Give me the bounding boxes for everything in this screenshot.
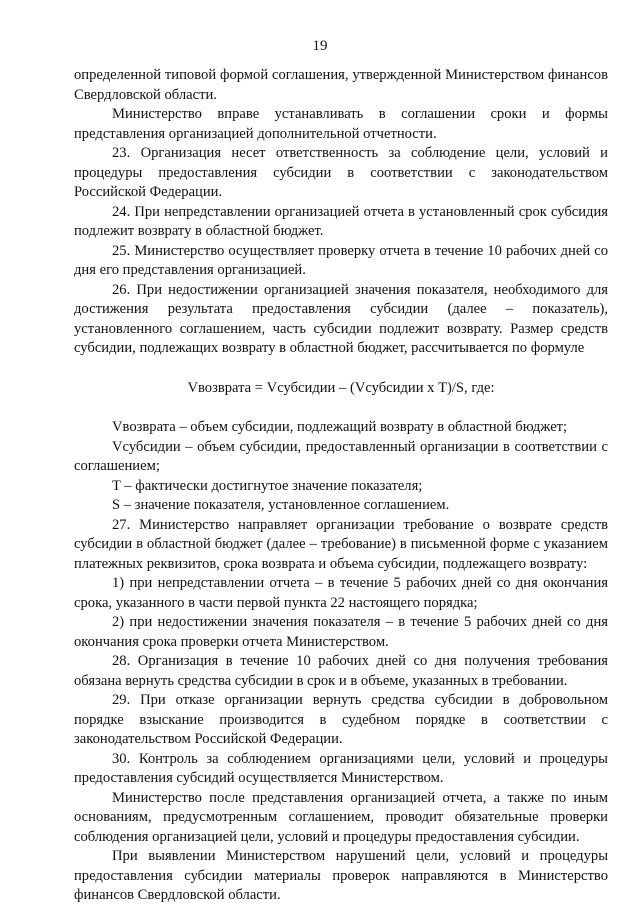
paragraph-continuation: определенной типовой формой соглашения, утвержденной Министерством финансов Свердловской области. [74, 67, 608, 103]
paragraph-item-27-sub-2: 2) при недостижении значения показателя – в течение 5 рабочих дней со дня окончания срока проверки отчета Министерством. [74, 614, 608, 650]
paragraph-item-24: 24. При непредставлении организацией отчета в установленный срок субсидия подлежит возврату в областной бюджет. [74, 203, 608, 239]
paragraph-item-27-sub-1: 1) при непредставлении отчета – в течение 5 рабочих дней со дня окончания срока, указанного в части первой пункта 22 настоящего порядка; [74, 575, 608, 611]
definition-v-return: Vвозврата – объем субсидии, подлежащий возврату в областной бюджет; [112, 419, 568, 435]
return-formula: Vвозврата = Vсубсидии – (Vсубсидии х T)/S, где: [187, 379, 495, 396]
paragraph-violations: При выявлении Министерством нарушений цели, условий и процедуры предоставления субсидии материалы проверок направляются в Министерство финансов Свердловской области. [74, 848, 608, 903]
paragraph-item-28: 28. Организация в течение 10 рабочих дней со дня получения требования обязана вернуть средства субсидии в срок и в объеме, указанных в требовании. [74, 653, 608, 689]
paragraph-item-25: 25. Министерство осуществляет проверку отчета в течение 10 рабочих дней со дня его представления организацией. [74, 242, 608, 278]
page-number: 19 [312, 38, 328, 54]
definition-v-subsidy: Vсубсидии – объем субсидии, предоставленный организации в соответствии с соглашением; [74, 438, 608, 474]
paragraph-item-30: 30. Контроль за соблюдением организациями цели, условий и процедуры предоставления субсидий осуществляется Министерством. [74, 750, 608, 786]
paragraph-inspections: Министерство после представления организацией отчета, а также по иным основаниям, предусмотренным соглашением, проводит обязательные проверки соблюдения организацией цели, условий и процедуры предоставления субсидии. [74, 789, 608, 845]
paragraph-item-23: 23. Организация несет ответственность за соблюдение цели, условий и процедуры предоставления субсидии в соответствии с законодательством Российской Федерации. [74, 145, 608, 200]
definition-s: S – значение показателя, установленное соглашением. [112, 497, 450, 513]
paragraph-ministry-reporting: Министерство вправе устанавливать в соглашении сроки и формы представления организацией дополнительной отчетности. [74, 106, 608, 142]
definition-t: T – фактически достигнутое значение показателя; [112, 477, 423, 494]
paragraph-item-26: 26. При недостижении организацией значения показателя, необходимого для достижения результата предоставления субсидии (далее – показатель), установленного соглашением, часть субсидии подлежит возврату. Размер средств субсидии, подлежащих возврату в областной бюджет, рассчитывается по формуле [74, 281, 608, 356]
document-body [74, 66, 608, 906]
paragraph-item-29: 29. При отказе организации вернуть средства субсидии в добровольном порядке взыскание производится в судебном порядке в соответствии с законодательством Российской Федерации. [74, 692, 608, 747]
paragraph-item-27: 27. Министерство направляет организации требование о возврате средств субсидии в областной бюджет (далее – требование) в письменной форме с указанием платежных реквизитов, срока возврата и объема субсидии, подлежащего возврату: [74, 516, 608, 572]
